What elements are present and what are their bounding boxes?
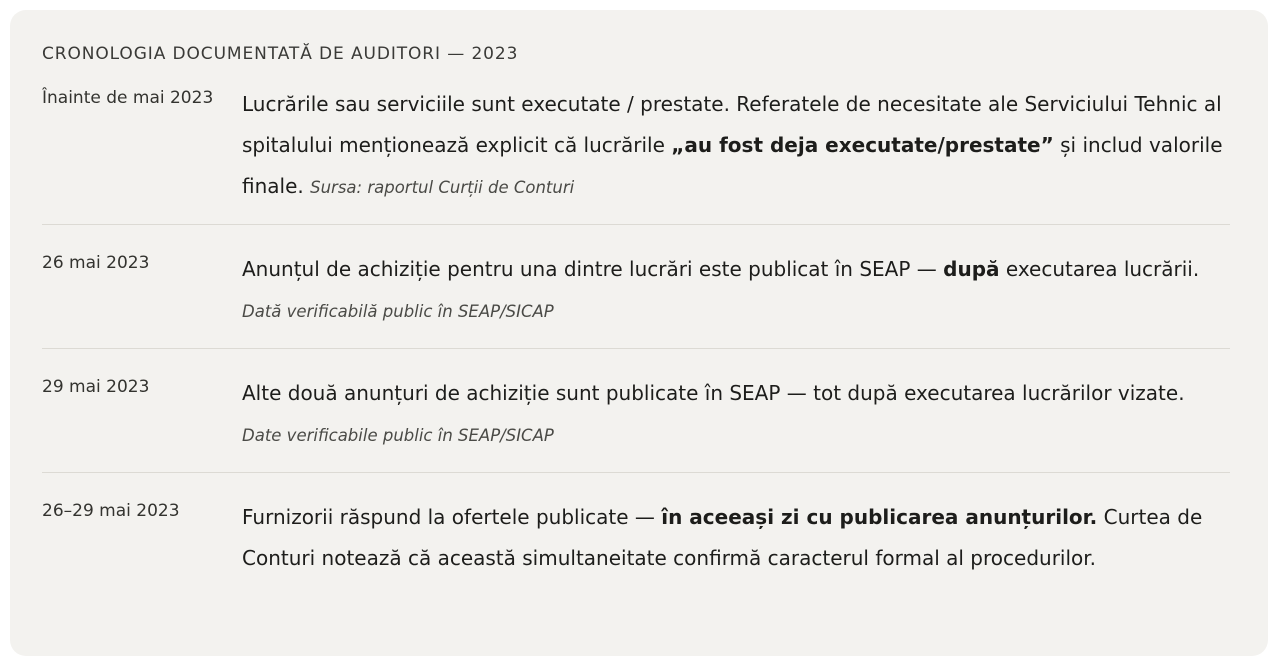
entry-text-part: și includ valorile finale.	[242, 133, 1223, 198]
entry-source: Dată verificabilă public în SEAP/SICAP	[242, 302, 554, 321]
entry-text-emphasis: „au fost deja executate/prestate”	[671, 133, 1054, 157]
entry-text	[242, 249, 1230, 332]
entry-date: Înainte de mai 2023	[42, 88, 214, 108]
entry-text-part: Alte două anunțuri de achiziție sunt publicate în SEAP — tot după executarea lucrărilor vizate.	[242, 381, 1185, 405]
entry-text-part: Lucrările sau serviciile sunt executate / prestate. Referatele de necesitate ale Serviciului Tehnic al spitalului menționează explicit că lucrările	[242, 92, 1222, 157]
entry-text	[242, 373, 1230, 456]
timeline-entry	[42, 249, 1230, 349]
timeline-entry	[42, 373, 1230, 473]
timeline-entry	[42, 497, 1230, 596]
entry-date: 26 mai 2023	[42, 253, 150, 273]
timeline-heading: CRONOLOGIA DOCUMENTATĂ DE AUDITORI — 2023	[42, 44, 519, 64]
timeline-card	[10, 10, 1268, 656]
entry-text-part: Anunțul de achiziție pentru una dintre lucrări este publicat în SEAP —	[242, 257, 944, 281]
entry-text-emphasis: după	[943, 257, 1000, 281]
entry-text-emphasis: în aceeași zi cu publicarea anunțurilor.	[661, 505, 1098, 529]
entry-date: 26–29 mai 2023	[42, 501, 180, 521]
entry-source: Sursa: raportul Curții de Conturi	[310, 178, 575, 197]
timeline-entry	[42, 84, 1230, 225]
entry-source: Date verificabile public în SEAP/SICAP	[242, 426, 554, 445]
entry-text	[242, 497, 1230, 580]
entry-date: 29 mai 2023	[42, 377, 150, 397]
entry-text-part: Furnizorii răspund la ofertele publicate —	[242, 505, 662, 529]
entry-text-part: executarea lucrării.	[999, 257, 1200, 281]
entry-text-part: Curtea de Conturi notează că această simultaneitate confirmă caracterul formal al procedurilor.	[242, 505, 1203, 570]
entry-text	[242, 84, 1230, 208]
